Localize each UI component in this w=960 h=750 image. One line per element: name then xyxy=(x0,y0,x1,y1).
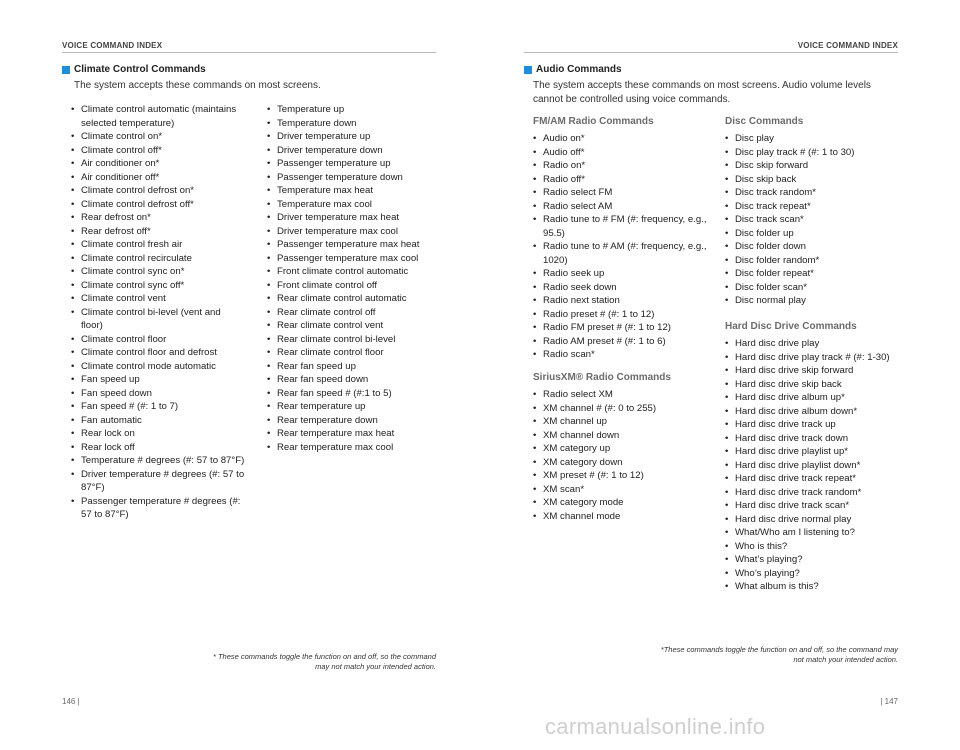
disc-command-item: • Disc folder up xyxy=(723,227,898,241)
fmam-command-item: • Radio next station xyxy=(531,294,711,308)
climate-command-item: • Climate control on* xyxy=(69,130,245,144)
disc-command-item: • Disc play track # (#: 1 to 30) xyxy=(723,146,898,160)
climate-command-item: • Climate control defrost on* xyxy=(69,184,245,198)
climate-command-item: • Rear temperature up xyxy=(265,400,445,414)
fmam-command-item: • Radio off* xyxy=(531,173,711,187)
hdd-command-item: • Hard disc drive play xyxy=(723,337,903,351)
disc-command-item: • Disc skip back xyxy=(723,173,898,187)
climate-command-item: • Fan speed down xyxy=(69,387,245,401)
section-marker-icon xyxy=(62,66,70,74)
fmam-command-item: • Radio tune to # AM (#: frequency, e.g., 1020) xyxy=(531,240,711,267)
watermark-logo: carmanualsonline.info xyxy=(545,714,766,739)
siriusxm-command-item: • XM channel up xyxy=(531,415,711,429)
hdd-list xyxy=(723,337,903,594)
disc-list xyxy=(723,132,898,308)
climate-command-item: • Temperature max cool xyxy=(265,198,445,212)
climate-command-item: • Rear fan speed down xyxy=(265,373,445,387)
fmam-command-item: • Radio select FM xyxy=(531,186,711,200)
disc-command-item: • Disc skip forward xyxy=(723,159,898,173)
climate-command-item: • Temperature down xyxy=(265,117,445,131)
climate-command-item: • Passenger temperature max cool xyxy=(265,252,445,266)
climate-command-item: • Rear fan speed # (#:1 to 5) xyxy=(265,387,445,401)
climate-command-item: • Driver temperature max heat xyxy=(265,211,445,225)
hdd-command-item: • Hard disc drive playlist up* xyxy=(723,445,903,459)
fmam-command-item: • Radio seek down xyxy=(531,281,711,295)
fmam-command-item: • Audio off* xyxy=(531,146,711,160)
climate-command-item: • Rear temperature max cool xyxy=(265,441,445,455)
climate-command-item: • Climate control sync off* xyxy=(69,279,245,293)
fmam-command-item: • Radio scan* xyxy=(531,348,711,362)
climate-command-item: • Driver temperature down xyxy=(265,144,445,158)
hdd-command-item: • Hard disc drive skip forward xyxy=(723,364,903,378)
climate-command-item: • Rear climate control vent xyxy=(265,319,445,333)
climate-command-item: • Rear climate control automatic xyxy=(265,292,445,306)
climate-command-item: • Passenger temperature down xyxy=(265,171,445,185)
hdd-command-item: • Hard disc drive track repeat* xyxy=(723,472,903,486)
hdd-command-item: • What/Who am I listening to? xyxy=(723,526,903,540)
disc-command-item: • Disc folder repeat* xyxy=(723,267,898,281)
fmam-command-item: • Radio FM preset # (#: 1 to 12) xyxy=(531,321,711,335)
hdd-command-item: • Hard disc drive album up* xyxy=(723,391,903,405)
running-header-left: VOICE COMMAND INDEX xyxy=(62,41,163,50)
siriusxm-list xyxy=(531,388,711,523)
climate-footnote: * These commands toggle the function on and off, so the command may not match your intended action. xyxy=(212,652,436,671)
climate-section-heading xyxy=(62,64,206,75)
climate-command-item: • Rear climate control floor xyxy=(265,346,445,360)
climate-command-item: • Climate control off* xyxy=(69,144,245,158)
climate-command-item: • Fan speed # (#: 1 to 7) xyxy=(69,400,245,414)
siriusxm-command-item: • XM category mode xyxy=(531,496,711,510)
hdd-command-item: • Hard disc drive track scan* xyxy=(723,499,903,513)
disc-command-item: • Disc track repeat* xyxy=(723,200,898,214)
siriusxm-command-item: • XM channel down xyxy=(531,429,711,443)
climate-command-item: • Rear climate control off xyxy=(265,306,445,320)
disc-command-item: • Disc normal play xyxy=(723,294,898,308)
climate-intro: The system accepts these commands on most screens. xyxy=(74,80,321,91)
climate-command-item: • Climate control fresh air xyxy=(69,238,245,252)
hdd-command-item: • Hard disc drive play track # (#: 1-30) xyxy=(723,351,903,365)
siriusxm-subheading: SiriusXM® Radio Commands xyxy=(533,372,671,383)
siriusxm-command-item: • XM category up xyxy=(531,442,711,456)
audio-footnote: *These commands toggle the function on and off, so the command may not match your intended action. xyxy=(660,645,898,664)
climate-command-item: • Driver temperature up xyxy=(265,130,445,144)
fmam-list xyxy=(531,132,711,362)
fmam-command-item: • Radio select AM xyxy=(531,200,711,214)
fmam-command-item: • Radio preset # (#: 1 to 12) xyxy=(531,308,711,322)
header-rule-right xyxy=(524,52,898,53)
climate-command-item: • Rear defrost off* xyxy=(69,225,245,239)
hdd-command-item: • Hard disc drive track down xyxy=(723,432,903,446)
audio-intro: The system accepts these commands on most screens. Audio volume levels cannot be controlled using voice commands. xyxy=(533,80,871,105)
hdd-command-item: • Hard disc drive playlist down* xyxy=(723,459,903,473)
hdd-command-item: • What’s playing? xyxy=(723,553,903,567)
disc-command-item: • Disc track scan* xyxy=(723,213,898,227)
siriusxm-command-item: • XM category down xyxy=(531,456,711,470)
climate-command-item: • Rear climate control bi-level xyxy=(265,333,445,347)
hdd-command-item: • Who is this? xyxy=(723,540,903,554)
running-header-right: VOICE COMMAND INDEX xyxy=(797,41,898,50)
audio-section-heading xyxy=(524,64,622,75)
climate-command-item: • Climate control vent xyxy=(69,292,245,306)
climate-command-item: • Rear lock on xyxy=(69,427,245,441)
audio-heading-text: Audio Commands xyxy=(536,64,622,75)
disc-command-item: • Disc track random* xyxy=(723,186,898,200)
page-number-left: 146 | xyxy=(62,697,80,706)
climate-command-item: • Passenger temperature # degrees (#: 57 to 87°F) xyxy=(69,495,245,522)
climate-command-item: • Fan automatic xyxy=(69,414,245,428)
climate-command-item: • Temperature up xyxy=(265,103,445,117)
hdd-command-item: • Hard disc drive track up xyxy=(723,418,903,432)
disc-command-item: • Disc folder down xyxy=(723,240,898,254)
climate-command-item: • Climate control floor and defrost xyxy=(69,346,245,360)
climate-command-item: • Climate control defrost off* xyxy=(69,198,245,212)
fmam-command-item: • Radio AM preset # (#: 1 to 6) xyxy=(531,335,711,349)
climate-command-item: • Driver temperature # degrees (#: 57 to 87°F) xyxy=(69,468,245,495)
climate-command-item: • Climate control sync on* xyxy=(69,265,245,279)
disc-command-item: • Disc folder random* xyxy=(723,254,898,268)
climate-command-item: • Temperature max heat xyxy=(265,184,445,198)
disc-subheading: Disc Commands xyxy=(725,116,804,127)
header-rule-left xyxy=(62,52,436,53)
siriusxm-command-item: • XM scan* xyxy=(531,483,711,497)
hdd-command-item: • Hard disc drive track random* xyxy=(723,486,903,500)
climate-list-col2 xyxy=(265,103,445,454)
disc-command-item: • Disc play xyxy=(723,132,898,146)
climate-command-item: • Driver temperature max cool xyxy=(265,225,445,239)
fmam-command-item: • Audio on* xyxy=(531,132,711,146)
climate-command-item: • Passenger temperature max heat xyxy=(265,238,445,252)
climate-command-item: • Climate control bi-level (vent and floor) xyxy=(69,306,245,333)
climate-command-item: • Rear lock off xyxy=(69,441,245,455)
climate-heading-text: Climate Control Commands xyxy=(74,64,206,75)
climate-command-item: • Rear fan speed up xyxy=(265,360,445,374)
hdd-subheading: Hard Disc Drive Commands xyxy=(725,321,857,332)
hdd-command-item: • Hard disc drive skip back xyxy=(723,378,903,392)
climate-command-item: • Rear temperature max heat xyxy=(265,427,445,441)
climate-command-item: • Climate control mode automatic xyxy=(69,360,245,374)
fmam-command-item: • Radio tune to # FM (#: frequency, e.g., 95.5) xyxy=(531,213,711,240)
climate-command-item: • Front climate control off xyxy=(265,279,445,293)
siriusxm-command-item: • XM channel # (#: 0 to 255) xyxy=(531,402,711,416)
climate-command-item: • Temperature # degrees (#: 57 to 87°F) xyxy=(69,454,245,468)
disc-command-item: • Disc folder scan* xyxy=(723,281,898,295)
section-marker-icon xyxy=(524,66,532,74)
right-page xyxy=(480,0,960,750)
climate-command-item: • Passenger temperature up xyxy=(265,157,445,171)
climate-list-col1 xyxy=(69,103,245,522)
climate-command-item: • Fan speed up xyxy=(69,373,245,387)
siriusxm-command-item: • Radio select XM xyxy=(531,388,711,402)
climate-command-item: • Air conditioner off* xyxy=(69,171,245,185)
hdd-command-item: • Hard disc drive album down* xyxy=(723,405,903,419)
climate-command-item: • Air conditioner on* xyxy=(69,157,245,171)
climate-command-item: • Climate control recirculate xyxy=(69,252,245,266)
fmam-command-item: • Radio seek up xyxy=(531,267,711,281)
climate-command-item: • Front climate control automatic xyxy=(265,265,445,279)
hdd-command-item: • Hard disc drive normal play xyxy=(723,513,903,527)
climate-command-item: • Climate control floor xyxy=(69,333,245,347)
fmam-command-item: • Radio on* xyxy=(531,159,711,173)
siriusxm-command-item: • XM preset # (#: 1 to 12) xyxy=(531,469,711,483)
fmam-subheading: FM/AM Radio Commands xyxy=(533,116,654,127)
hdd-command-item: • Who’s playing? xyxy=(723,567,903,581)
climate-command-item: • Rear defrost on* xyxy=(69,211,245,225)
climate-command-item: • Rear temperature down xyxy=(265,414,445,428)
climate-command-item: • Climate control automatic (maintains selected temperature) xyxy=(69,103,245,130)
siriusxm-command-item: • XM channel mode xyxy=(531,510,711,524)
page-number-right: | 147 xyxy=(880,697,898,706)
hdd-command-item: • What album is this? xyxy=(723,580,903,594)
